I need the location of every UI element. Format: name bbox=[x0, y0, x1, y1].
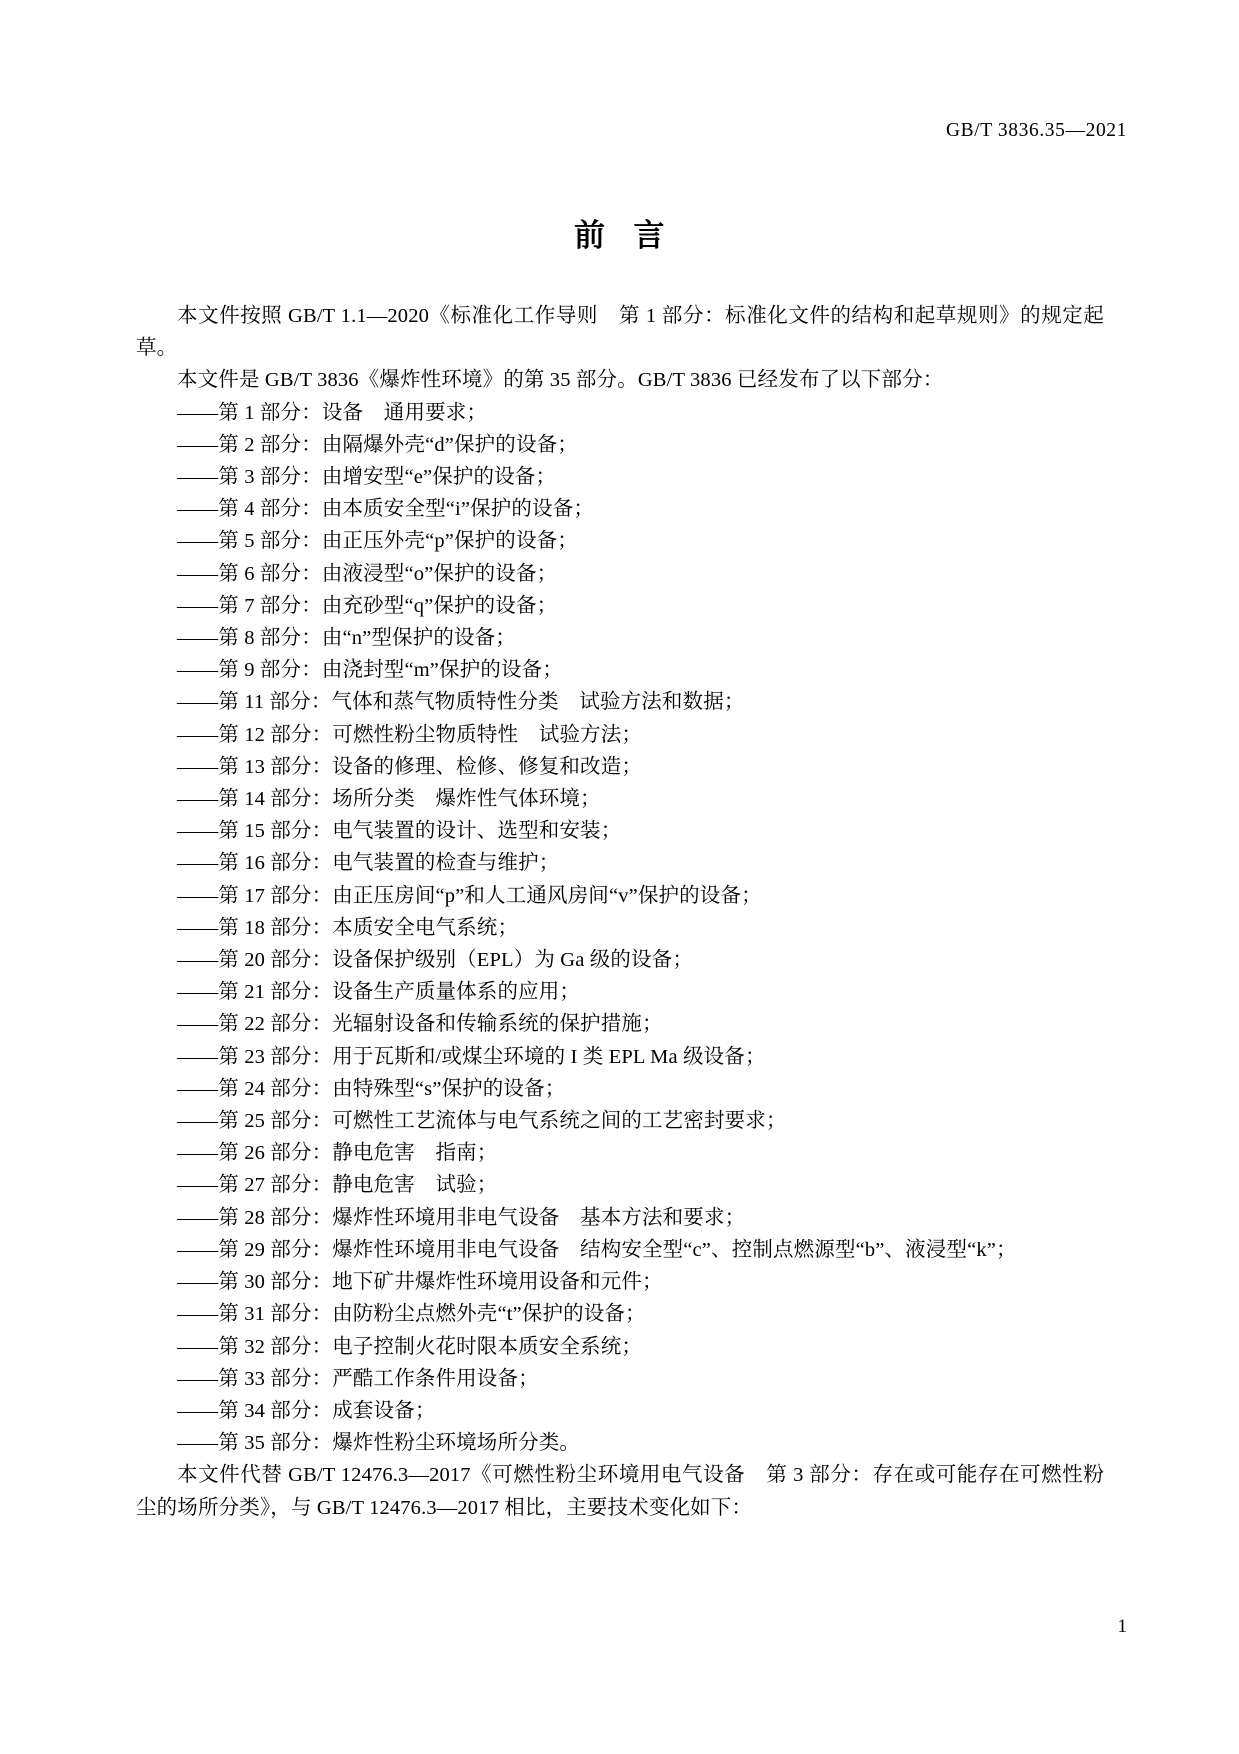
list-item: ——第 18 部分：本质安全电气系统； bbox=[177, 916, 519, 939]
list-item: ——第 15 部分：电气装置的设计、选型和安装； bbox=[177, 820, 622, 843]
list-item: ——第 14 部分：场所分类 爆炸性气体环境； bbox=[177, 788, 601, 811]
list-item: ——第 2 部分：由隔爆外壳“d”保护的设备； bbox=[177, 433, 578, 456]
list-item: ——第 29 部分：爆炸性环境用非电气设备 结构安全型“c”、控制点燃源型“b”、液浸型“k”； bbox=[177, 1238, 1017, 1261]
list-item: ——第 34 部分：成套设备； bbox=[177, 1399, 436, 1422]
list-item: ——第 25 部分：可燃性工艺流体与电气系统之间的工艺密封要求； bbox=[177, 1110, 787, 1133]
page-title bbox=[0, 210, 1239, 255]
list-item: ——第 30 部分：地下矿井爆炸性环境用设备和元件； bbox=[177, 1271, 663, 1294]
list-item: ——第 17 部分：由正压房间“p”和人工通风房间“v”保护的设备； bbox=[177, 884, 762, 907]
list-item: ——第 8 部分：由“n”型保护的设备； bbox=[177, 627, 516, 650]
list-item: ——第 28 部分：爆炸性环境用非电气设备 基本方法和要求； bbox=[177, 1206, 746, 1229]
list-item: ——第 26 部分：静电危害 指南； bbox=[177, 1142, 498, 1165]
page-title-char-1: 前 bbox=[574, 218, 606, 253]
list-item: ——第 27 部分：静电危害 试验； bbox=[177, 1174, 498, 1197]
list-item: ——第 9 部分：由浇封型“m”保护的设备； bbox=[177, 659, 563, 682]
list-item: ——第 13 部分：设备的修理、检修、修复和改造； bbox=[177, 755, 642, 778]
document-body bbox=[136, 300, 1104, 1524]
paragraph-part-intro: 本文件是 GB/T 3836《爆炸性环境》的第 35 部分。GB/T 3836 已经发布了以下部分： bbox=[177, 369, 944, 392]
list-item: ——第 35 部分：爆炸性粉尘环境场所分类。 bbox=[177, 1432, 581, 1455]
list-item: ——第 16 部分：电气装置的检查与维护； bbox=[177, 852, 560, 875]
list-item: ——第 1 部分：设备 通用要求； bbox=[177, 401, 488, 424]
paragraph-replacement-standard: 本文件代替 GB/T 12476.3—2017《可燃性粉尘环境用电气设备 第 3 部分：存在或可能存在可燃性粉尘的场所分类》，与 GB/T 12476.3—2017 相比，主要技术变化如下： bbox=[136, 1464, 1104, 1519]
list-item: ——第 6 部分：由液浸型“o”保护的设备； bbox=[177, 562, 558, 585]
paragraph-drafting-rules: 本文件按照 GB/T 1.1—2020《标准化工作导则 第 1 部分：标准化文件的结构和起草规则》的规定起草。 bbox=[136, 305, 1104, 360]
list-item: ——第 5 部分：由正压外壳“p”保护的设备； bbox=[177, 530, 578, 553]
list-item: ——第 20 部分：设备保护级别（EPL）为 Ga 级的设备； bbox=[177, 949, 693, 972]
list-item: ——第 31 部分：由防粉尘点燃外壳“t”保护的设备； bbox=[177, 1303, 646, 1326]
list-item: ——第 24 部分：由特殊型“s”保护的设备； bbox=[177, 1077, 566, 1100]
page-number: 1 bbox=[1117, 1616, 1127, 1637]
list-item: ——第 21 部分：设备生产质量体系的应用； bbox=[177, 981, 581, 1004]
page-header-standard-code: GB/T 3836.35—2021 bbox=[945, 120, 1127, 141]
page-title-char-2: 言 bbox=[633, 218, 665, 253]
list-item: ——第 4 部分：由本质安全型“i”保护的设备； bbox=[177, 498, 594, 521]
list-item: ——第 3 部分：由增安型“e”保护的设备； bbox=[177, 466, 557, 489]
list-item: ——第 11 部分：气体和蒸气物质特性分类 试验方法和数据； bbox=[177, 691, 745, 714]
list-item: ——第 7 部分：由充砂型“q”保护的设备； bbox=[177, 594, 558, 617]
list-item: ——第 22 部分：光辐射设备和传输系统的保护措施； bbox=[177, 1013, 663, 1036]
list-item: ——第 23 部分：用于瓦斯和/或煤尘环境的 I 类 EPL Ma 级设备； bbox=[177, 1045, 766, 1068]
list-item: ——第 32 部分：电子控制火花时限本质安全系统； bbox=[177, 1335, 642, 1358]
list-item: ——第 33 部分：严酷工作条件用设备； bbox=[177, 1367, 539, 1390]
parts-list bbox=[136, 397, 1104, 1460]
list-item: ——第 12 部分：可燃性粉尘物质特性 试验方法； bbox=[177, 723, 642, 746]
